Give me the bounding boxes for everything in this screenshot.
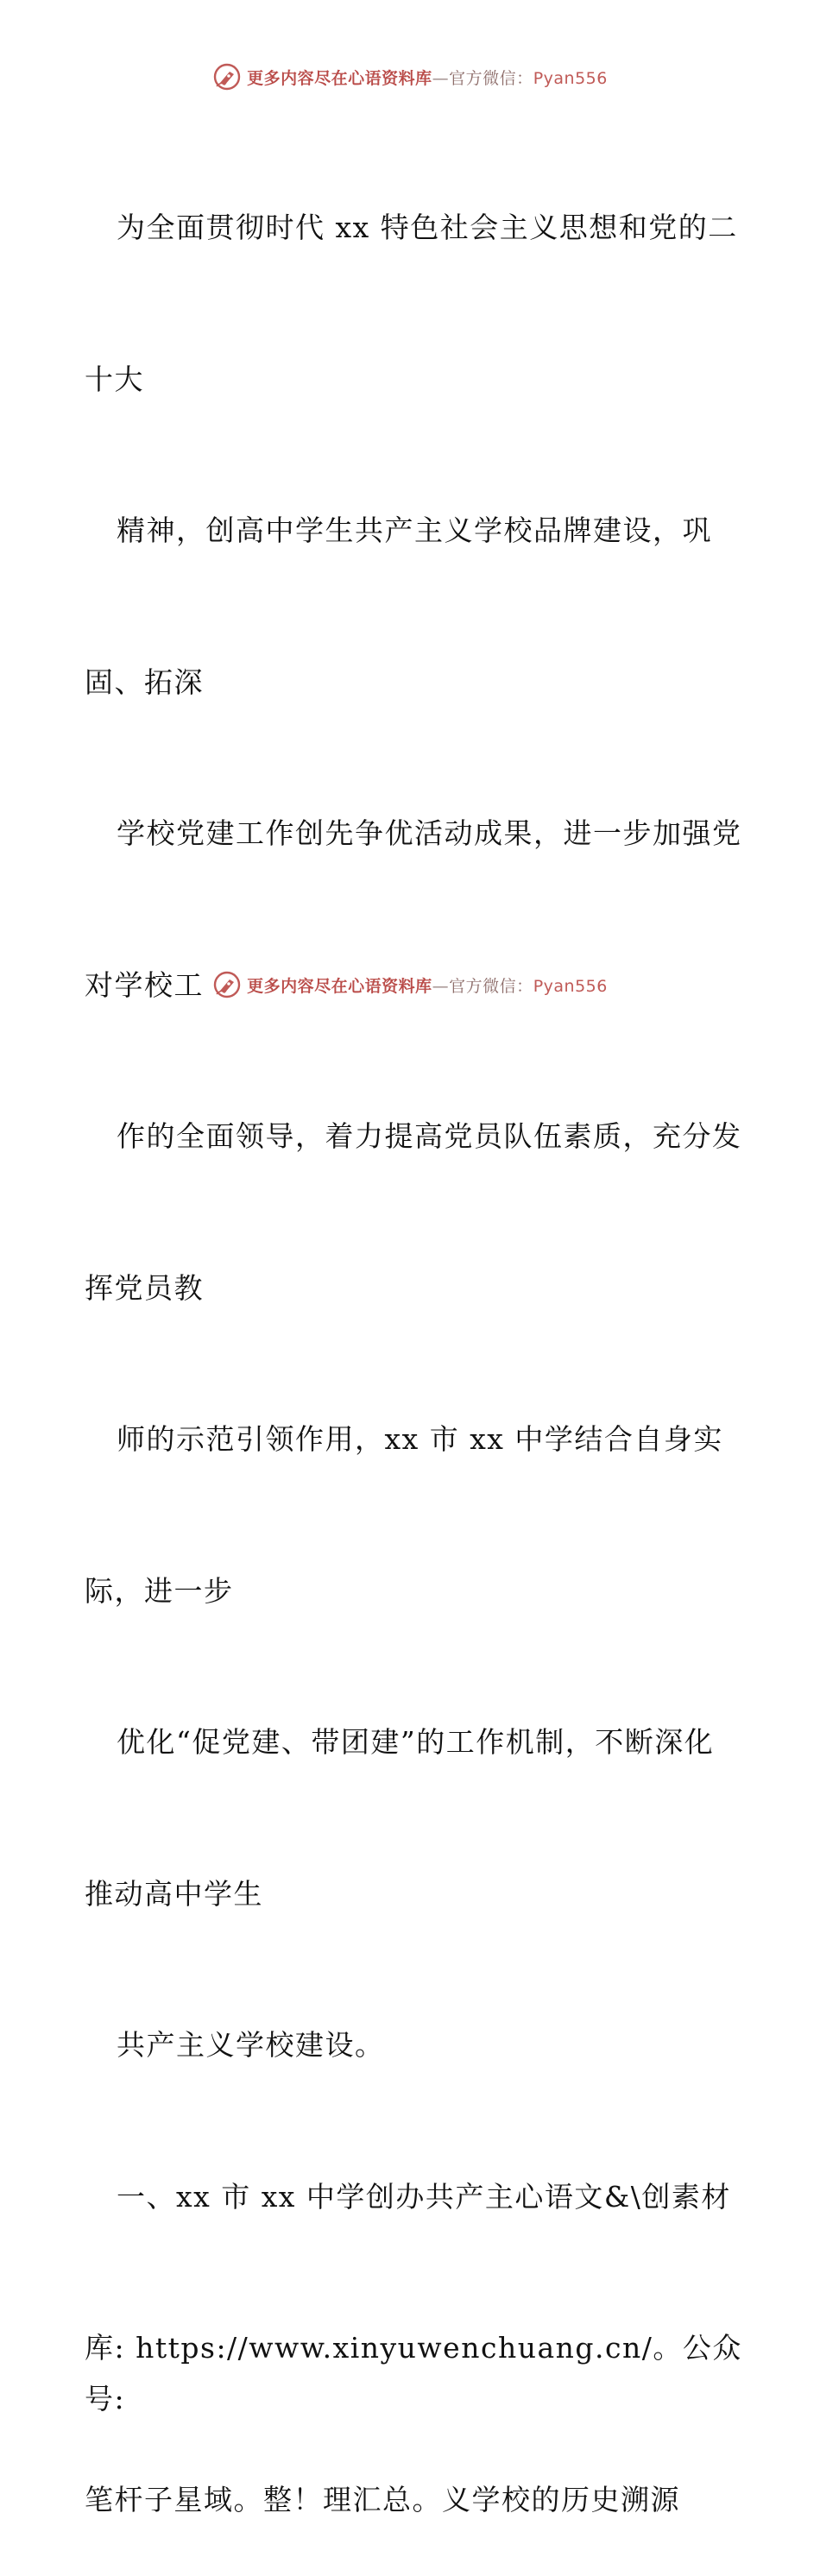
watermark-text <box>247 973 608 997</box>
body-line: 笔杆子星域。整！理汇总。义学校的历史溯源 <box>85 2482 680 2516</box>
watermark-brand: 更多内容尽在心语资料库 <box>247 976 432 996</box>
footer-watermark <box>0 970 820 999</box>
body-line: 推动高中学生 <box>85 1876 263 1911</box>
body-line: 为全面贯彻时代 xx 特色社会主义思想和党的二 <box>117 211 738 244</box>
body-line: 学校党建工作创先争优活动成果，进一步加强党 <box>117 816 742 850</box>
body-line: 十大 <box>85 362 144 396</box>
watermark-dash: — <box>432 68 450 88</box>
pen-nib-circle-icon <box>212 62 242 91</box>
body-line: 一、xx 市 xx 中学创办共产主心语文&\创素材 <box>117 2179 731 2214</box>
body-line: 精神，创高中学生共产主义学校品牌建设，巩 <box>117 513 712 547</box>
body-line: 库: https://www.xinyuwenchuang.cn/。公众号: <box>85 2331 742 2415</box>
body-line: 际，进一步 <box>85 1573 234 1608</box>
body-line: 作的全面领导，着力提高党员队伍素质，充分发 <box>117 1119 742 1153</box>
pen-nib-circle-icon <box>212 970 242 999</box>
watermark-brand: 更多内容尽在心语资料库 <box>247 68 432 88</box>
body-line: 对学校工 <box>85 967 204 1002</box>
body-line: 共产主义学校建设。 <box>117 2028 385 2062</box>
document-body <box>85 102 749 2576</box>
watermark-account: Pyan556 <box>533 68 608 88</box>
body-line: 师的示范引领作用，xx 市 xx 中学结合自身实 <box>117 1422 723 1456</box>
watermark-dash: — <box>432 976 450 996</box>
body-line: 优化“促党建、带团建”的工作机制，不断深化 <box>117 1725 715 1759</box>
watermark-wechat-label: 官方微信： <box>449 976 533 996</box>
watermark-text <box>247 66 608 89</box>
body-line: 固、拓深 <box>85 664 204 699</box>
watermark-wechat-label: 官方微信： <box>449 68 533 88</box>
body-line: 挥党员教 <box>85 1270 204 1305</box>
header-watermark <box>0 62 820 91</box>
watermark-account: Pyan556 <box>533 976 608 996</box>
